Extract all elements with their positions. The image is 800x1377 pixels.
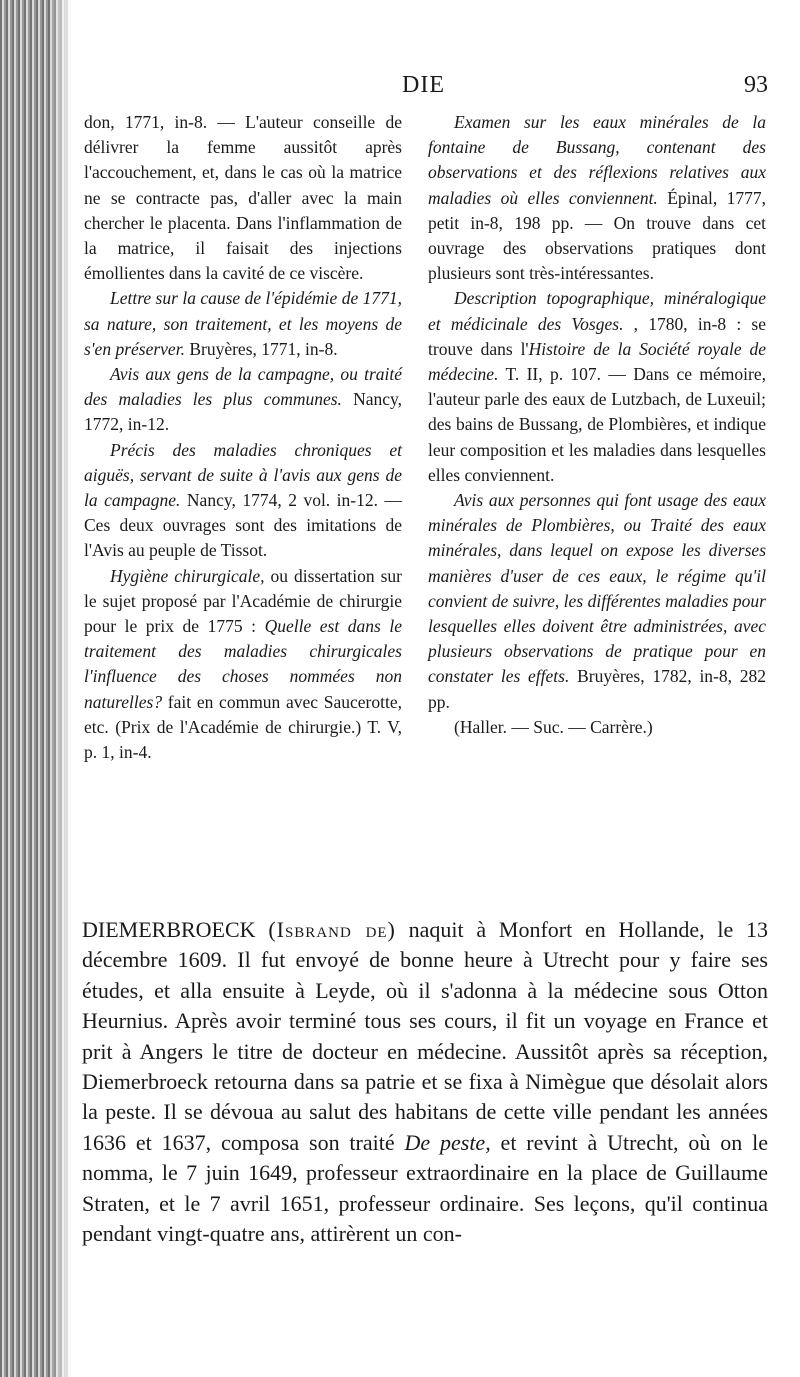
work-title: De peste, [404,1129,491,1155]
entry-forename: (Isbrand de) [268,917,396,942]
entry-text: ou dissertation sur le sujet proposé par l'Académie de chirurgie pour le prix de 1775 : [84,565,402,637]
journal-title: Histoire de la Société royale de médecine. [428,338,766,385]
right-bibliography-entry [428,286,766,488]
biography-paragraph [82,915,768,1249]
running-head-word: DIE [402,72,445,98]
publication-info: fait en commun avec Saucerotte, etc. (Prix de l'Académie de chirurgie.) T. V, p. 1, in-4. [84,691,402,763]
left-column [84,110,402,765]
work-title: Avis aux gens de la campagne, ou traité des maladies les plus communes. [84,364,402,410]
publication-info: Bruyères, 1771, in-8. [184,338,338,359]
main-biography-entry [82,915,768,1249]
left-bibliography-entry [84,564,402,766]
page-header [84,72,774,102]
left-paragraph: don, 1771, in-8. — L'auteur conseille de délivrer la femme aussitôt après l'accouchement, et, dans le cas où la matrice ne se contracte pas, d'aller avec la main chercher le placenta. Dans l'inflammation de la matrice, il faisait des injections émollientes dans la cavité de ce viscère. [84,112,402,284]
sources-line: (Haller. — Suc. — Carrère.) [454,716,653,737]
work-title: Lettre sur la cause de l'épidémie de 1771, sa nature, son traitement, et les moyens de s'en préserver. [84,288,402,359]
scanned-page-gutter [0,0,72,1377]
left-bibliography-entry [84,362,402,438]
right-bibliography-entry [428,110,766,286]
entry-name: DIEMERBROECK [82,917,256,942]
biography-text: et revint à Utrecht, où on le nomma, le 7 juin 1649, professeur extraordinaire en la place de Guillaume Straten, et le 7 avril 1651, professeur ordinaire. Ses leçons, qu'il continua pendant vingt-quatre ans, attirèrent un con- [82,1129,768,1247]
work-title: Précis des maladies chroniques et aiguës, servant de suite à l'avis aux gens de la campagne. [84,439,402,511]
publication-info: T. II, p. 107. — Dans ce mémoire, l'auteur parle des eaux de Lutzbach, de Luxeuil; des bains de Bussang, de Plombières, et indique leur composition et les maladies dans lesquelles elles conviennent. [428,364,766,485]
left-bibliography-entry [84,438,402,564]
work-subtitle: Quelle est dans le traitement des maladies chirurgicales l'influence des choses nommées non naturelles? [84,616,403,712]
publication-info: , 1780, in-8 : se trouve dans l' [428,313,766,359]
page-number: 93 [744,72,768,98]
right-bibliography-entry [428,488,766,715]
publication-info: Épinal, 1777, petit in-8, 198 pp. — On trouve dans cet ouvrage des observations pratiques dont plusieurs sont très-intéressantes. [428,187,766,284]
right-column [428,110,766,740]
work-title: Description topographique, minéralogique et médicinale des Vosges. [428,288,766,334]
work-title: Avis aux personnes qui font usage des eaux minérales de Plombières, ou Traité des eaux minérales, dans lequel on expose les diverses manières d'user de ces eaux, le régime qu'il convient de suivre, les différentes maladies pour lesquelles elles doivent être administrées, avec plusieurs observations de pratique pour en constater les effets. [428,490,766,687]
publication-info: Nancy, 1772, in-12. [84,389,402,435]
left-bibliography-entry [84,286,402,362]
publication-info: Bruyères, 1782, in-8, 282 pp. [428,666,766,712]
publication-info: Nancy, 1774, 2 vol. in-12. — Ces deux ouvrages sont des imitations de l'Avis au peuple de Tissot. [84,490,402,561]
biography-text: naquit à Monfort en Hollande, le 13 décembre 1609. Il fut envoyé de bonne heure à Utrecht pour y faire ses études, et alla ensuite à Leyde, où il s'adonna à la médecine sous Otton Heurnius. Après avoir terminé tous ses cours, il fit un voyage en France et prit à Angers le titre de docteur en médecine. Aussitôt après sa réception, Diemerbroeck retourna dans sa patrie et se fixa à Nimègue que désolait alors la peste. Il se dévoua au salut des habitans de cette ville pendant les années 1636 et 1637, composa son traité [82,917,768,1155]
work-title: Hygiène chirurgicale, [110,565,265,586]
work-title: Examen sur les eaux minérales de la fontaine de Bussang, contenant des observations et des réflexions relatives aux maladies où elles conviennent. [428,112,766,208]
